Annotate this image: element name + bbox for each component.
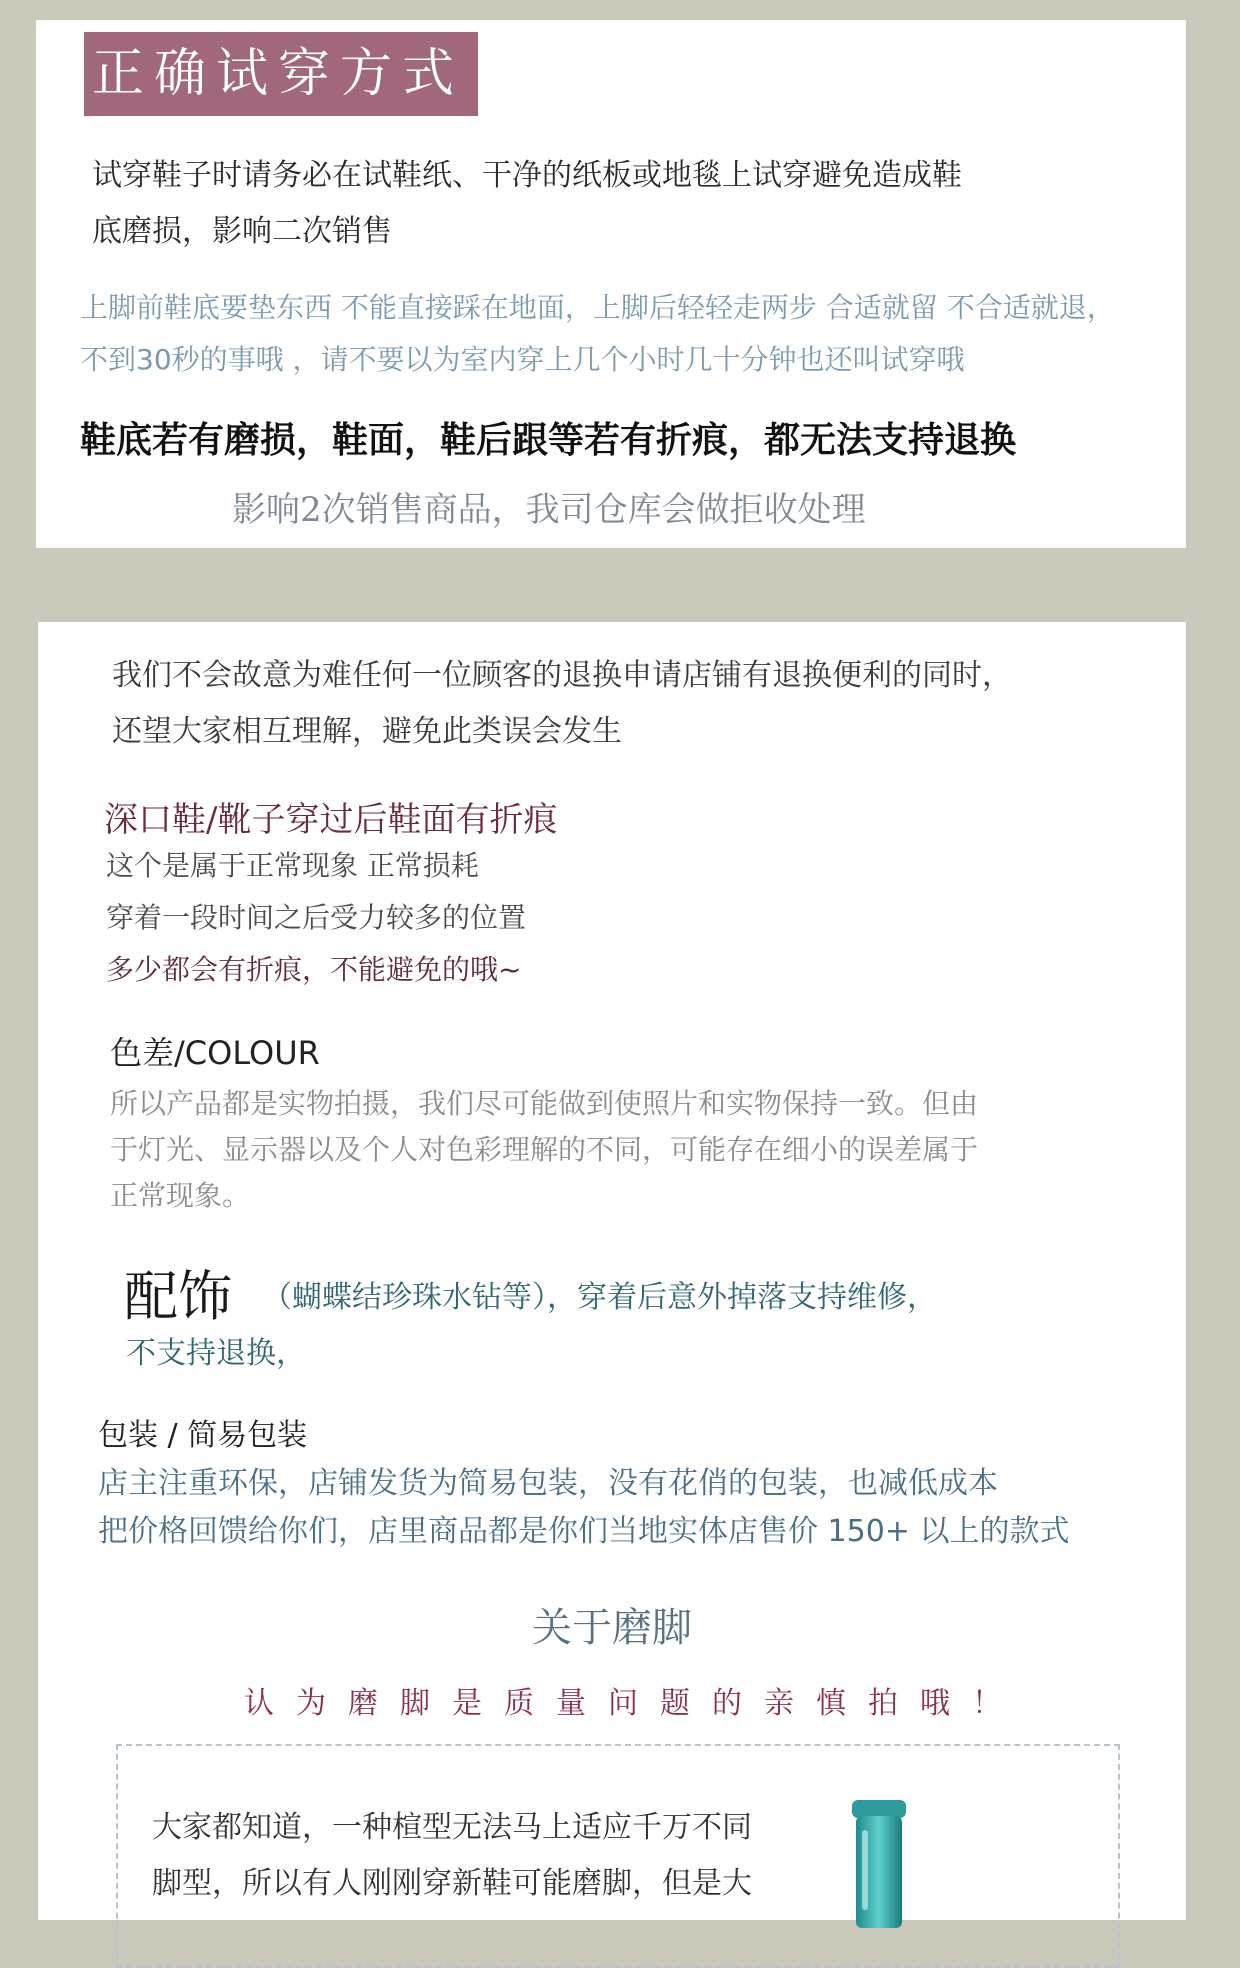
accessory-text: （蝴蝶结珍珠水钻等），穿着后意外掉落支持维修，: [262, 1280, 937, 1315]
body-text: 试穿鞋子时请务必在试鞋纸、干净的纸板或地毯上试穿避免造成鞋: [92, 158, 962, 193]
section-title: 正确试穿方式: [84, 32, 478, 116]
tip-text: 不到30秒的事哦 ，请不要以为室内穿上几个小时几十分钟也还叫试穿哦: [80, 343, 965, 376]
intro-text: 还望大家相互理解，避免此类误会发生: [112, 714, 622, 749]
accessory-text: 不支持退换，: [126, 1336, 306, 1371]
packaging-heading: 包装 / 简易包装: [98, 1418, 308, 1453]
body-text: 底磨损，影响二次销售: [92, 214, 392, 249]
colour-text: 正常现象。: [110, 1179, 251, 1212]
blister-heading: 关于磨脚: [532, 1605, 692, 1651]
intro-text: 我们不会故意为难任何一位顾客的退换申请店铺有退换便利的同时，: [112, 658, 1012, 693]
crease-text: 这个是属于正常现象 正常损耗: [106, 849, 479, 882]
bottle-icon: [844, 1790, 914, 1930]
colour-text: 于灯光、显示器以及个人对色彩理解的不同，可能存在细小的误差属于: [110, 1133, 979, 1166]
colour-heading: 色差/COLOUR: [110, 1034, 320, 1072]
blister-subheading: 认为磨脚是质量问题的亲慎拍哦！: [244, 1686, 1024, 1721]
colour-text: 所以产品都是实物拍摄，我们尽可能做到使照片和实物保持一致。但由: [110, 1087, 979, 1120]
warning-text: 鞋底若有磨损，鞋面，鞋后跟等若有折痕，都无法支持退换: [80, 419, 1017, 461]
accessory-heading: 配饰: [124, 1265, 232, 1328]
tip-text: 上脚前鞋底要垫东西 不能直接踩在地面，上脚后轻轻走两步 合适就留 不合适就退，: [80, 291, 1115, 324]
crease-text: 穿着一段时间之后受力较多的位置: [106, 901, 527, 934]
try-on-card: [36, 20, 1186, 548]
crease-heading: 深口鞋/靴子穿过后鞋面有折痕: [104, 800, 558, 840]
note-text: 脚型，所以有人刚刚穿新鞋可能磨脚，但是大: [152, 1866, 752, 1901]
note-text: 大家都知道，一种楦型无法马上适应千万不同: [152, 1810, 752, 1845]
warning-subtext: 影响2次销售商品，我司仓库会做拒收处理: [232, 490, 866, 530]
packaging-text: 把价格回馈给你们，店里商品都是你们当地实体店售价 150+ 以上的款式: [98, 1514, 1070, 1549]
note-box: [116, 1744, 1120, 1968]
packaging-text: 店主注重环保，店铺发货为简易包装，没有花俏的包装，也减低成本: [98, 1466, 998, 1501]
crease-text: 多少都会有折痕，不能避免的哦~: [106, 953, 522, 986]
policy-card: [38, 622, 1186, 1920]
